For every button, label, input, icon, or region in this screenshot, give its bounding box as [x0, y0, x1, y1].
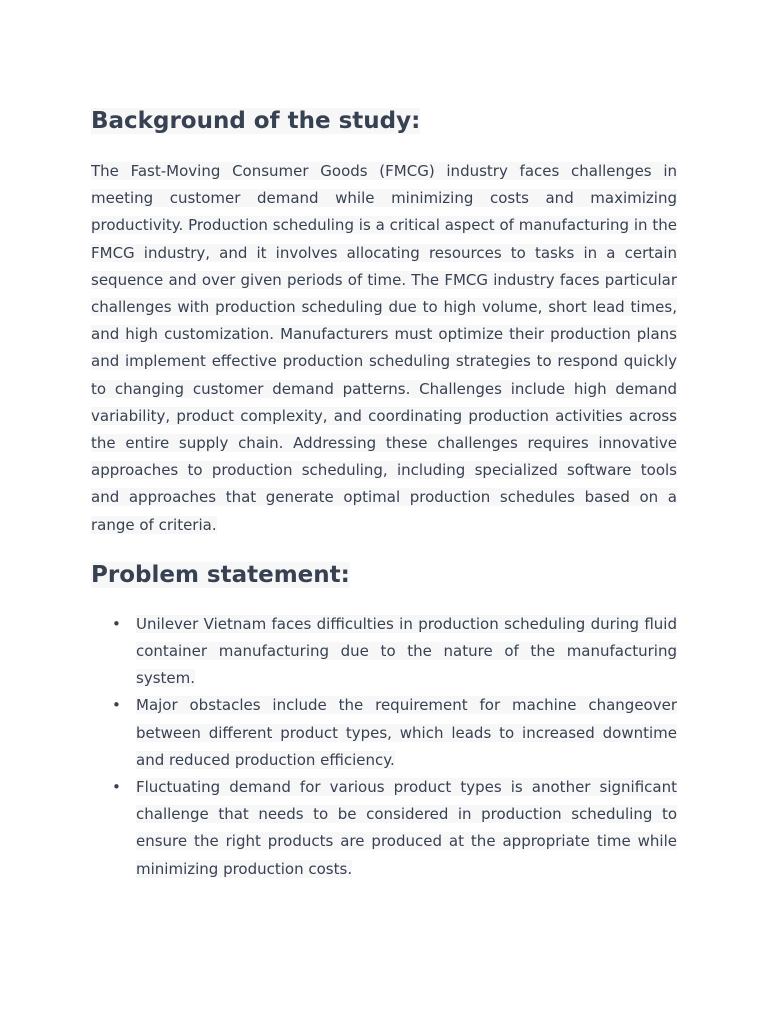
problem-list: [91, 611, 677, 883]
bullet-icon: •: [112, 778, 121, 797]
bullet-icon: •: [112, 614, 121, 633]
problem-item-text: Fluctuating demand for various product types is another significant challenge that needs to be considered in production scheduling to ensure the right products are produced at the appropriate time while minimizing production costs.: [136, 778, 677, 878]
background-paragraph: [91, 158, 677, 539]
background-heading: [91, 105, 677, 137]
problem-heading: [91, 559, 677, 591]
problem-list-item: [112, 611, 677, 693]
bullet-icon: •: [112, 696, 121, 715]
problem-heading-text: Problem statement:: [91, 561, 350, 588]
problem-list-item: [112, 774, 677, 883]
problem-list-item: [112, 692, 677, 774]
background-heading-text: Background of the study:: [91, 108, 421, 134]
background-paragraph-text: The Fast-Moving Consumer Goods (FMCG) industry faces challenges in meeting customer demand while minimizing costs and maximizing productivity. Production scheduling is a critical aspect of manufacturing in the FMCG industry, and it involves allocating resources to tasks in a certain sequence and over given periods of time. The FMCG industry faces particular challenges with production scheduling due to high volume, short lead times, and high customization. Manufacturers must optimize their production plans and implement effective production scheduling strategies to respond quickly to changing customer demand patterns. Challenges include high demand variability, product complexity, and coordinating production activities across the entire supply chain. Addressing these challenges requires innovative approaches to production scheduling, including specialized software tools and approaches that generate optimal production schedules based on a range of criteria.: [91, 162, 677, 534]
problem-item-text: Major obstacles include the requirement for machine changeover between different product types, which leads to increased downtime and reduced production efficiency.: [136, 696, 677, 769]
problem-item-text: Unilever Vietnam faces difficulties in production scheduling during fluid container manufacturing due to the nature of the manufacturing system.: [136, 614, 677, 688]
